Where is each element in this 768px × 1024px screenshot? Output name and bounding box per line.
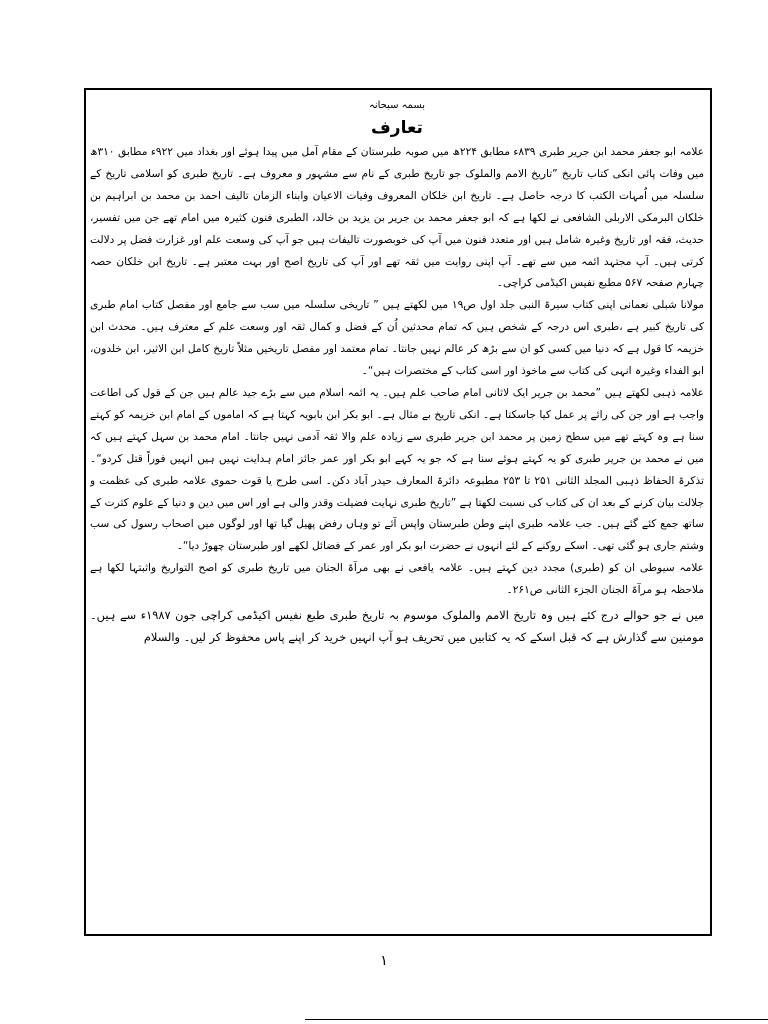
page-frame [84,88,712,936]
paragraph-shibli-quote: مولانا شبلی نعمانی اپنی کتاب سیرۃ النبی جلد اول ص۱۹ میں لکھتے ہیں ” تاریخی سلسلہ میں سب سے جامع اور مفصل کتاب امام طبری کی تاریخ کبیر ہے ،طبری اس درجہ کے شخص ہیں کہ تمام محدثین اُن کے فضل و کمال ثقہ اور وسعت علم کے معترف ہیں۔ محدث ابن خزیمہ کا قول ہے کہ دنیا میں کسی کو ان سے بڑھ کر عالم نہیں جانتا۔ تمام معتمد اور مفصل تاریخیں مثلاً تاریخ کامل ابن الاثیر، ابن خلدون، ابو الفداء وغیرہ انہی کی کتاب سے ماخوذ اور اسی کتاب کے مختصرات ہیں“۔ [90,299,704,378]
page-title: تعارف [371,118,423,138]
invocation-heading: بسمہ سبحانہ [368,100,426,111]
footer-rule [305,1019,768,1020]
paragraph-dhahabi-quote: علامہ ذہبی لکھتے ہیں ”محمد بن جریر ایک لاثانی امام صاحب علم ہیں۔ یہ ائمہ اسلام میں سے بڑے جید عالم ہیں جن کے قول کی اطاعت واجب ہے اور جن کی رائے پر عمل کیا جاسکتا ہے۔ انکی تاریخ بے مثال ہے۔ ابو بکر ابن بابویہ کہتا ہے کہ اماموں کے امام ابن خزیمہ کو کہتے سنا ہے وہ کہتے تھے میں سطح زمین پر محمد ابن جریر طبری سے زیادہ علم والا ثقہ آدمی نہیں جانتا۔ امام محمد بن سہل کہتے ہیں کہ میں نے محمد بن جریر طبری کو یہ کہتے ہوئے سنا ہے کہ جو یہ کہے ابو بکر اور عمر جائز امام ہدایت نہیں ہیں انہیں فوراً قتل کردو“۔ تذکرۃ الحفاظ ذہبی المجلد الثانی ۲۵۱ تا ۲۵۳ مطبوعہ دائرۃ المعارف حیدر آباد دکن۔ اسی طرح یا قوت حموی علامہ طبری کی عظمت و جلالت بیان کرنے کے بعد ان کی کتاب کی نسبت لکھتا ہے ”تاریخ طبری نہایت فضیلت وقدر والی ہے اور اس میں دین و دنیا کے علوم کثرت کے ساتھ جمع کئے گئے ہیں۔ جب علامہ طبری اپنے وطن طبرستان واپس آئے تو وہاں رفض پھیل گیا تھا اور لوگوں میں اصحاب رسول کی سب وشتم جاری ہو گئی تھی۔ اسکے روکنے کے لئے انہوں نے حضرت ابو بکر اور عمر کے فضائل لکھے اور طبرستان چھوڑ دیا“۔ [90,386,704,553]
paragraph-intro: علامہ ابو جعفر محمد ابن جریر طبری ۸۳۹ء مطابق ۲۲۴ھ میں صوبہ طبرستان کے مقام آمل میں پیدا ہوئے اور بغداد میں ۹۲۲ء مطابق ۳۱۰ھ میں وفات پائی انکی کتاب تاریخ ”تاریخ الامم والملوک جو تاریخ طبری کے نام سے مشہور و معروف ہے۔ تاریخ طبری کو اسلامی تاریخ کے سلسلہ میں اُمہات الکتب کا درجہ حاصل ہے۔ تاریخ ابن خلکان المعروف وفیات الاعیان وابناء الزمان تالیف احمد بن محمد بن ابراہیم بن خلکان البرمکی الاربلی الشافعی نے لکھا ہے کہ ابو جعفر محمد بن جریر بن یزید بن خالد، الطبری فنون کثیرہ میں امام تھے جن میں تفسیر، حدیث، فقہ اور تاریخ وغیرہ شامل ہیں اور متعدد فنون میں آپ کی خوبصورت تالیفات ہیں جو آپ کی وسعت علم اور غزارت فضل پر دلالت کرتی ہیں۔ آپ مجتہد ائمہ میں سے تھے۔ آپ اپنی روایت میں ثقہ تھے اور آپ کی تاریخ اصح اور بہت معتبر ہے۔ تاریخ ابن خلکان حصہ چہارم صفحہ ۵۶۷ مطبع نفیس اکیڈمی کراچی۔ [90,146,704,290]
document-body [90,100,704,928]
paragraph-closing: میں نے جو حوالے درج کئے ہیں وہ تاریخ الامم والملوک موسوم بہ تاریخ طبری طبع نفیس اکیڈمی کراچی جون ۱۹۸۷ء سے ہیں۔ مومنین سے گذارش ہے کہ قبل اسکے کہ یہ کتابیں میں تحریف ہو آپ انہیں خرید کر اپنے پاس محفوظ کر لیں۔ والسلام [90,608,704,645]
paragraph-suyuti: علامہ سیوطی ان کو (طبری) مجدد دین کہتے ہیں۔ علامہ یافعی نے بھی مرآۃ الجنان میں تاریخ طبری کو اصح التواریخ واثبتہا لکھا ہے ملاحظہ ہو مرآۃ الجنان الجزء الثانی ص۲۶۱۔ [90,562,704,597]
page-number: ۱ [380,953,388,969]
